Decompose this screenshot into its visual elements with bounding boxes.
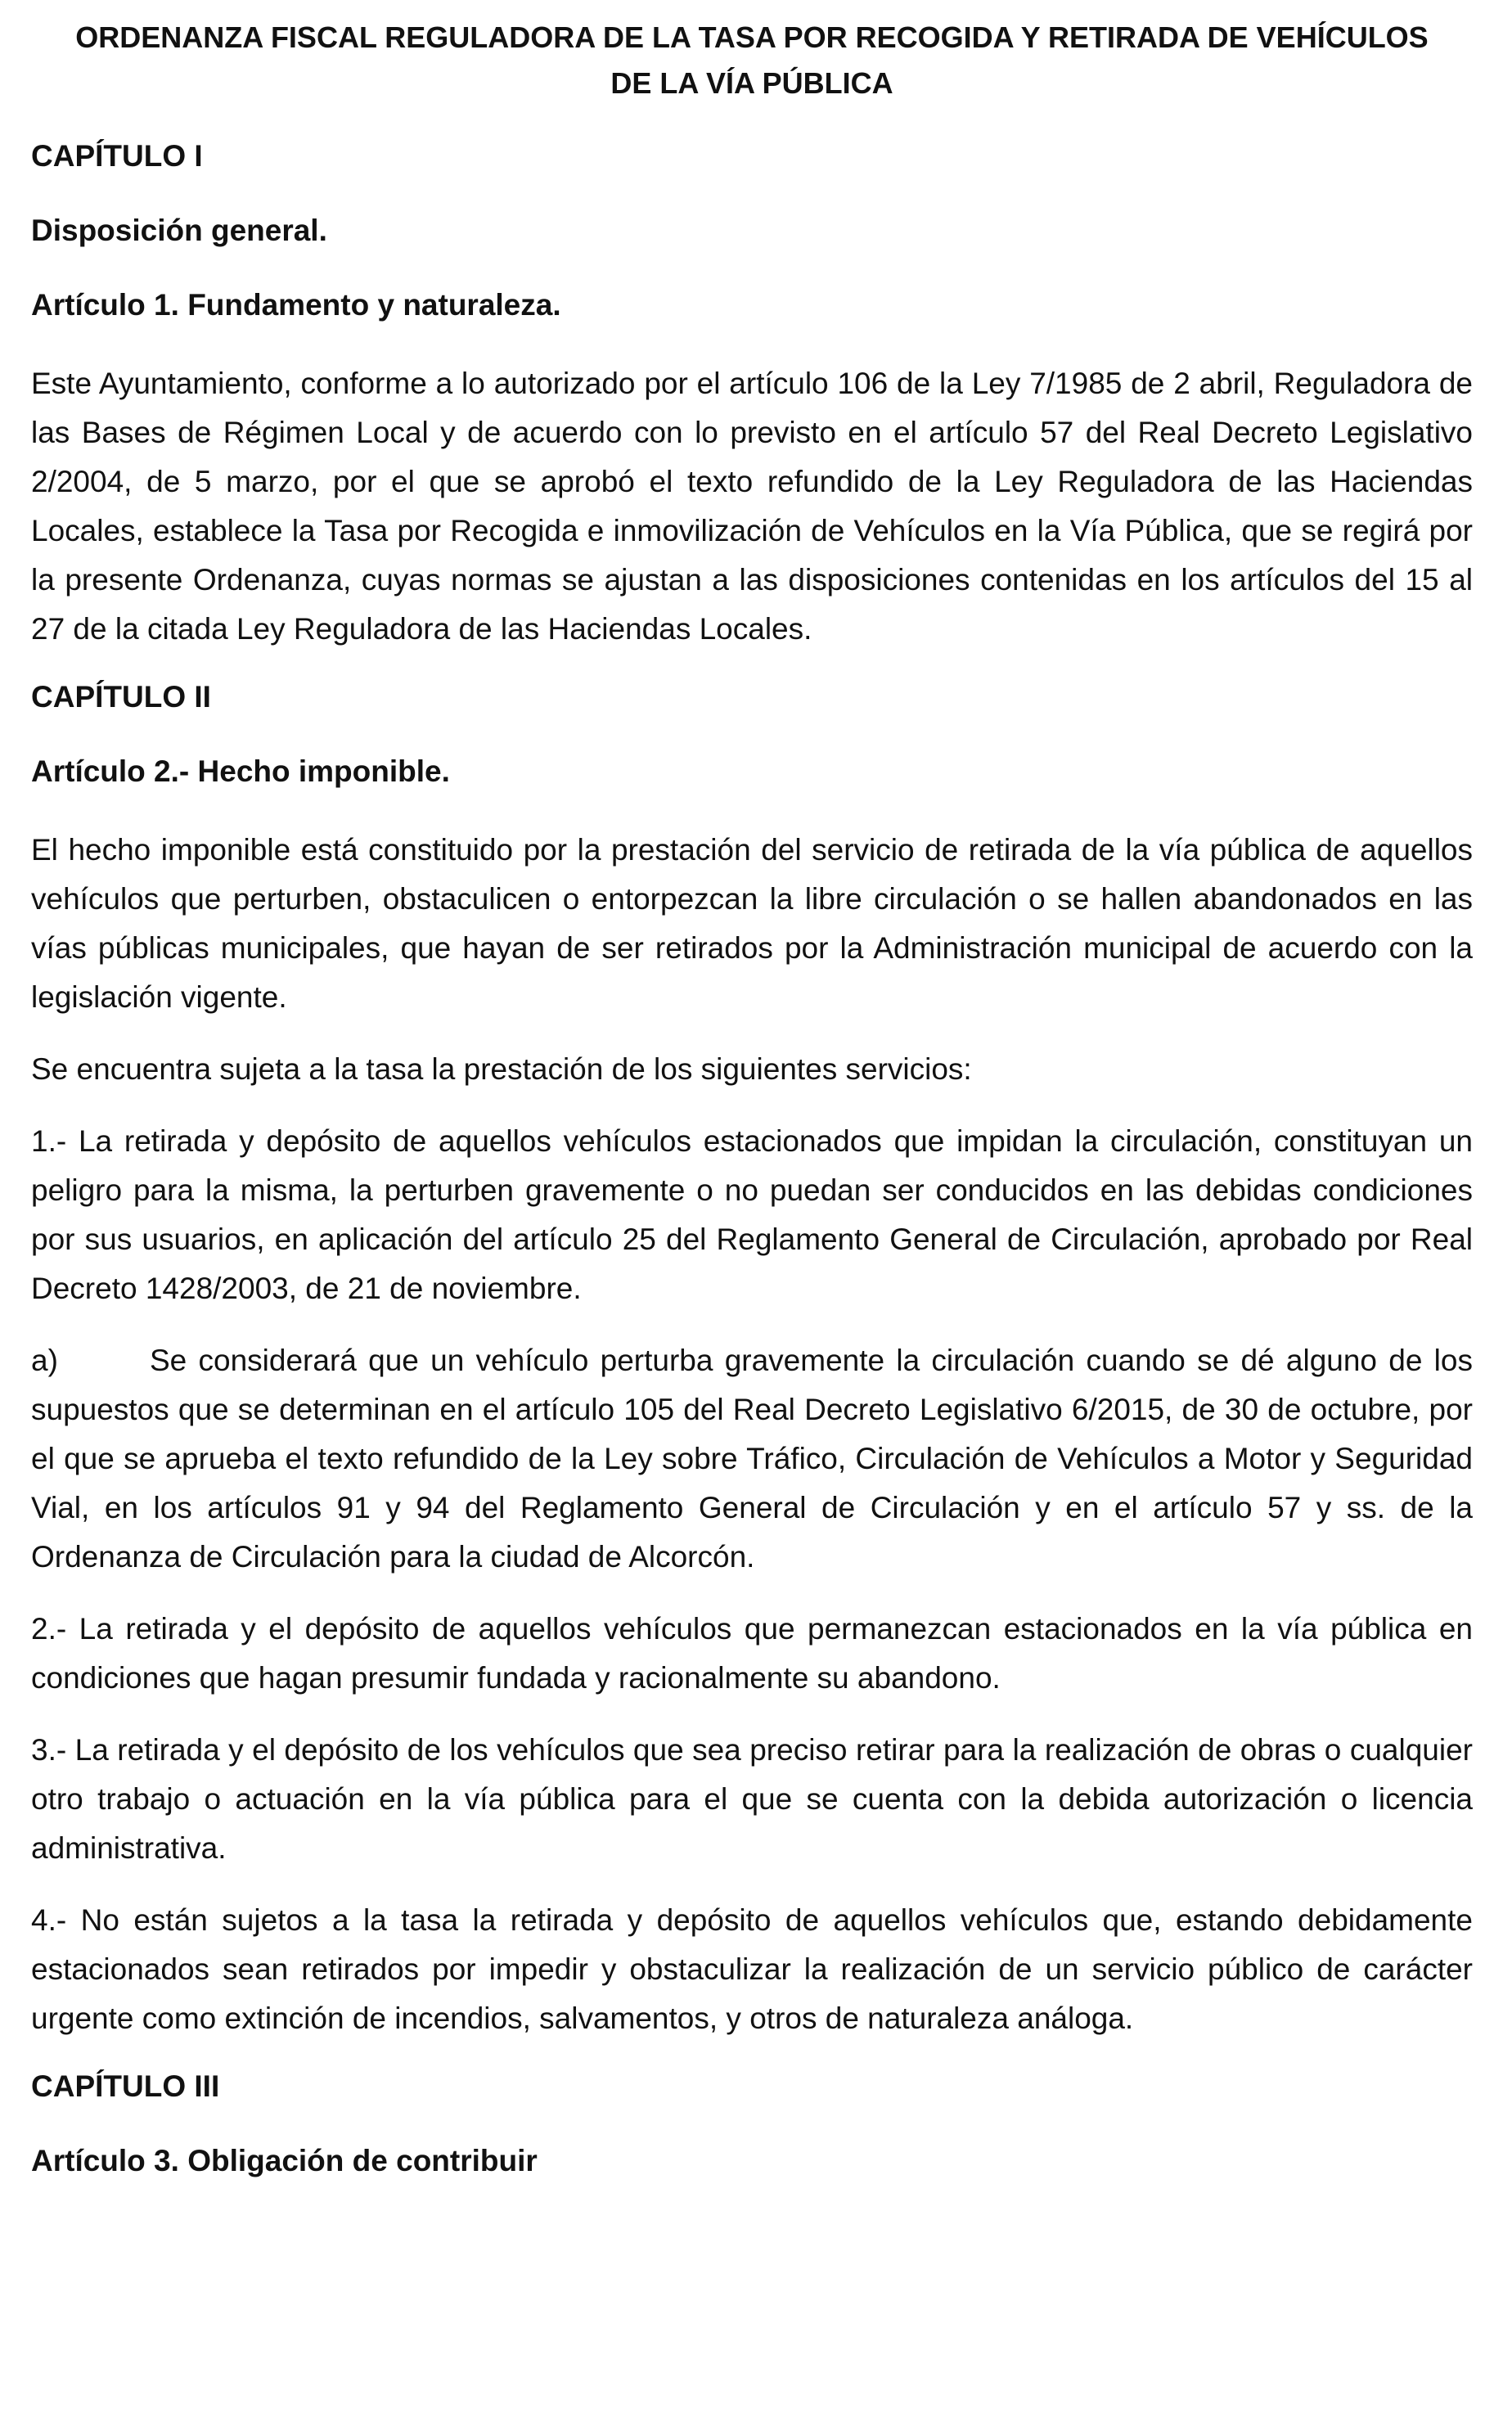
document-title-line-2: DE LA VÍA PÚBLICA (610, 66, 893, 100)
chapter-3-heading: CAPÍTULO III (31, 2069, 220, 2103)
article-2-intro: Se encuentra sujeta a la tasa la prestación de los siguientes servicios: (31, 1052, 972, 1086)
article-3-heading: Artículo 3. Obligación de contribuir (31, 2144, 538, 2177)
item-a-label: a) (31, 1344, 58, 1377)
article-2-item-3: 3.- La retirada y el depósito de los vehículos que sea preciso retirar para la realización de obras o cualquier otro trabajo o actuación en la vía pública para el que se cuenta con la debida autorización o licencia administrativa. (31, 1733, 1473, 1865)
document-title-line-1: ORDENANZA FISCAL REGULADORA DE LA TASA POR RECOGIDA Y RETIRADA DE VEHÍCULOS (75, 20, 1429, 54)
article-2-item-a (31, 1336, 1473, 1582)
item-a-text: Se considerará que un vehículo perturba gravemente la circulación cuando se dé alguno de los supuestos que se determinan en el artículo 105 del Real Decreto Legislativo 6/2015, de 30 de octubre, por el que se aprueba el texto refundido de la Ley sobre Tráfico, Circulación de Vehículos a Motor y Seguridad Vial, en los artículos 91 y 94 del Reglamento General de Circulación y en el artículo 57 y ss. de la Ordenanza de Circulación para la ciudad de Alcorcón. (31, 1344, 1473, 1574)
document-page (31, 15, 1473, 2215)
article-2-item-2: 2.- La retirada y el depósito de aquellos vehículos que permanezcan estacionados en la vía pública en condiciones que hagan presumir fundada y racionalmente su abandono. (31, 1612, 1473, 1695)
chapter-2-heading: CAPÍTULO II (31, 680, 211, 714)
article-2-heading: Artículo 2.- Hecho imponible. (31, 754, 450, 788)
article-1-paragraph: Este Ayuntamiento, conforme a lo autorizado por el artículo 106 de la Ley 7/1985 de 2 abril, Reguladora de las Bases de Régimen Local y de acuerdo con lo previsto en el artículo 57 del Real Decreto Legislativo 2/2004, de 5 marzo, por el que se aprobó el texto refundido de la Ley Reguladora de las Haciendas Locales, establece la Tasa por Recogida e inmovilización de Vehículos en la Vía Pública, que se regirá por la presente Ordenanza, cuyas normas se ajustan a las disposiciones contenidas en los artículos del 15 al 27 de la citada Ley Reguladora de las Haciendas Locales. (31, 367, 1473, 646)
document-title (31, 15, 1473, 106)
article-2-item-4: 4.- No están sujetos a la tasa la retirada y depósito de aquellos vehículos que, estando debidamente estacionados sean retirados por impedir y obstaculizar la realización de un servicio público de carácter urgente como extinción de incendios, salvamentos, y otros de naturaleza análoga. (31, 1903, 1473, 2035)
article-2-item-1: 1.- La retirada y depósito de aquellos vehículos estacionados que impidan la circulación, constituyan un peligro para la misma, la perturben gravemente o no puedan ser conducidos en las debidas condiciones por sus usuarios, en aplicación del artículo 25 del Reglamento General de Circulación, aprobado por Real Decreto 1428/2003, de 21 de noviembre. (31, 1124, 1473, 1305)
chapter-1-subtitle: Disposición general. (31, 214, 327, 247)
article-2-paragraph: El hecho imponible está constituido por la prestación del servicio de retirada de la vía pública de aquellos vehículos que perturben, obstaculicen o entorpezcan la libre circulación o se hallen abandonados en las vías públicas municipales, que hayan de ser retirados por la Administración municipal de acuerdo con la legislación vigente. (31, 833, 1473, 1014)
chapter-1-heading: CAPÍTULO I (31, 139, 203, 173)
article-1-heading: Artículo 1. Fundamento y naturaleza. (31, 288, 561, 322)
